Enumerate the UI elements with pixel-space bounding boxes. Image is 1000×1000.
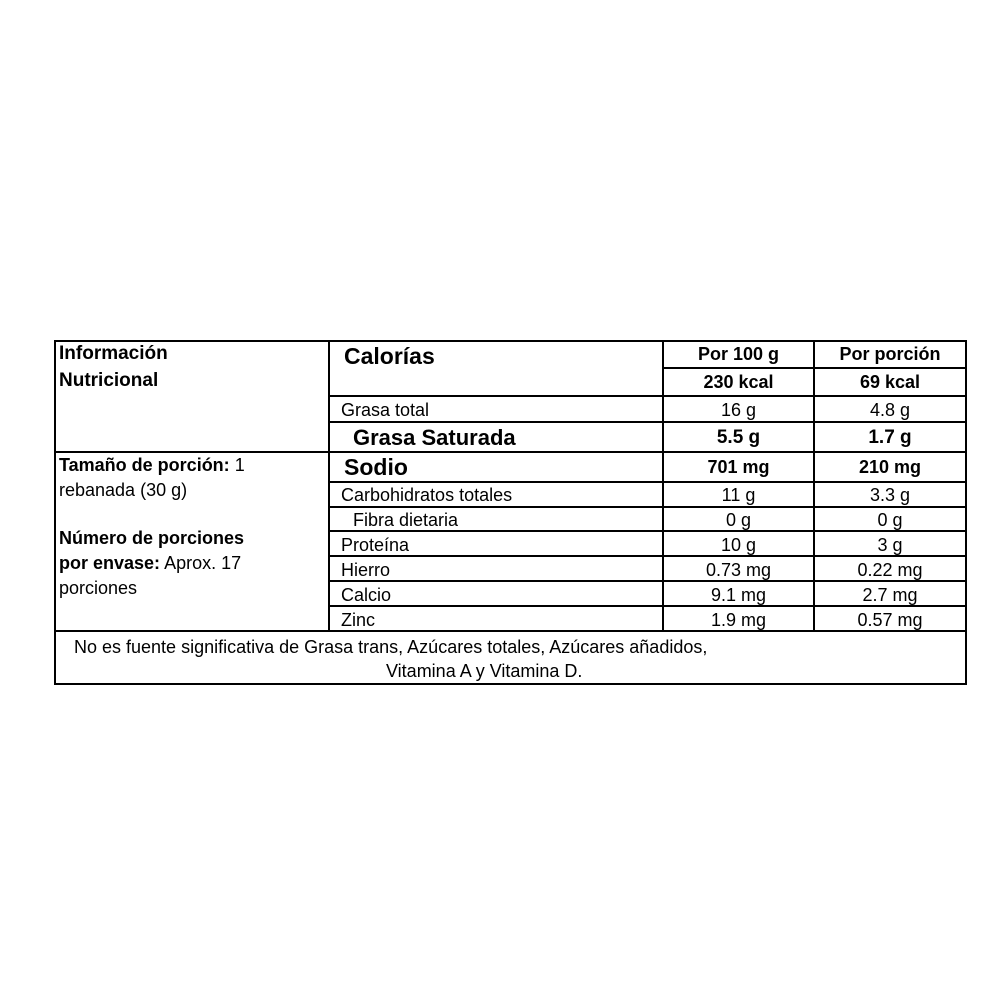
divider-row xyxy=(328,421,966,423)
nutrient-per100: 10 g xyxy=(720,535,757,555)
nutrient-name: Sodio xyxy=(344,454,408,480)
footer-note: Vitamina A y Vitamina D. xyxy=(386,661,583,681)
nutrient-per100: 9.1 mg xyxy=(710,585,767,605)
nutrient-name: Proteína xyxy=(341,535,410,555)
nutrient-perportion: 0.22 mg xyxy=(857,560,923,580)
footer-note: No es fuente significativa de Grasa trans, Azúcares totales, Azúcares añadidos, xyxy=(74,637,708,657)
nutrient-name: Zinc xyxy=(341,610,376,630)
nutrient-name: Carbohidratos totales xyxy=(341,485,513,505)
panel-title: Nutricional xyxy=(59,370,159,391)
divider-row xyxy=(328,506,966,508)
nutrient-per100: 0.73 mg xyxy=(705,560,772,580)
nutrient-per100: 0 g xyxy=(725,510,752,530)
serving-size-value: rebanada (30 g) xyxy=(59,480,188,500)
divider-row xyxy=(328,395,966,397)
portions-label: Número de porciones xyxy=(59,528,245,548)
portions-value: porciones xyxy=(59,578,138,598)
portions-value: Aprox. 17 xyxy=(164,553,242,573)
nutrient-perportion: 3 g xyxy=(877,535,903,555)
nutrient-name: Grasa Saturada xyxy=(353,425,516,450)
nutrient-per100: 16 g xyxy=(720,400,757,420)
nutrient-perportion: 0.57 mg xyxy=(857,610,923,630)
divider-row xyxy=(328,530,966,532)
nutrient-perportion: 0 g xyxy=(877,510,903,530)
serving-size-value: 1 xyxy=(234,455,245,475)
nutrient-perportion: 2.7 mg xyxy=(862,585,918,605)
divider-row xyxy=(328,481,966,483)
divider-row xyxy=(328,555,966,557)
divider-left-column xyxy=(328,340,330,632)
nutrient-per100: 5.5 g xyxy=(716,427,761,448)
calories-label: Calorías xyxy=(344,343,435,369)
nutrient-perportion: 1.7 g xyxy=(868,427,912,448)
divider-row xyxy=(328,580,966,582)
serving-size xyxy=(59,456,245,474)
per100-header: Por 100 g xyxy=(697,344,780,364)
divider-row xyxy=(54,451,966,453)
panel-title: Información xyxy=(59,343,168,364)
portions-label: por envase: xyxy=(59,553,161,573)
nutrient-perportion: 4.8 g xyxy=(869,400,911,420)
nutrient-name: Hierro xyxy=(341,560,391,580)
nutrient-perportion: 210 mg xyxy=(858,457,922,477)
nutrient-name: Fibra dietaria xyxy=(353,510,459,530)
nutrient-name: Calcio xyxy=(341,585,392,605)
serving-size-label: Tamaño de porción: xyxy=(59,455,230,475)
portions xyxy=(59,554,241,572)
divider-row xyxy=(328,605,966,607)
calories-perportion: 69 kcal xyxy=(859,372,921,392)
divider-row xyxy=(662,367,966,369)
nutrient-per100: 11 g xyxy=(721,485,756,505)
nutrient-name: Grasa total xyxy=(341,400,430,420)
divider-footer xyxy=(54,630,966,632)
nutrient-perportion: 3.3 g xyxy=(869,485,911,505)
calories-per100: 230 kcal xyxy=(703,372,774,392)
nutrient-per100: 701 mg xyxy=(707,457,770,477)
perportion-header: Por porción xyxy=(839,344,941,364)
nutrient-per100: 1.9 mg xyxy=(710,610,767,630)
